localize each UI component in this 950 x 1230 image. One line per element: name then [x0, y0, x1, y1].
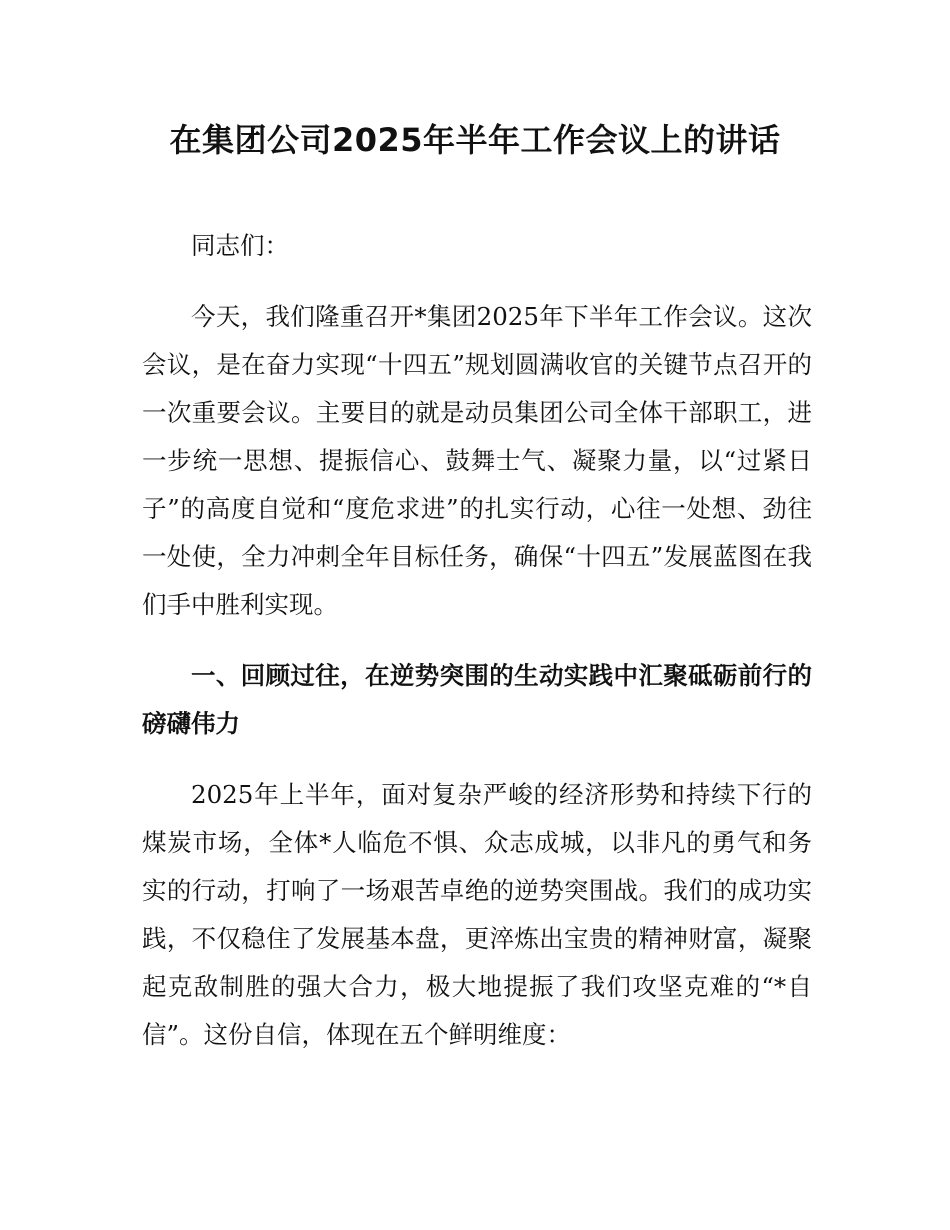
document-body — [142, 222, 812, 1082]
opening-paragraph: 今天，我们隆重召开*集团2025年下半年工作会议。这次会议，是在奋力实现“十四五”规划圆满收官的关键节点召开的一次重要会议。主要目的就是动员集团公司全体干部职工，进一步统一思想、提振信心、鼓舞士气、凝聚力量，以“过紧日子”的高度自觉和“度危求进”的扎实行动，心往一处想、劲往一处使，全力冲刺全年目标任务，确保“十四五”发展蓝图在我们手中胜利实现。 — [142, 302, 812, 619]
salutation: 同志们： — [191, 231, 289, 260]
section-1-paragraph: 2025年上半年，面对复杂严峻的经济形势和持续下行的煤炭市场，全体*人临危不惧、众志成城，以非凡的勇气和务实的行动，打响了一场艰苦卓绝的逆势突围战。我们的成功实践，不仅稳住了发展基本盘，更淬炼出宝贵的精神财富，凝聚起克敌制胜的强大合力，极大地提振了我们攻坚克难的“*自信”。这份自信，体现在五个鲜明维度： — [142, 780, 812, 1049]
document-title: 在集团公司2025年半年工作会议上的讲话 — [169, 121, 781, 159]
section-heading-1: 一、回顾过往，在逆势突围的生动实践中汇聚砥砺前行的磅礴伟力 — [142, 661, 812, 738]
